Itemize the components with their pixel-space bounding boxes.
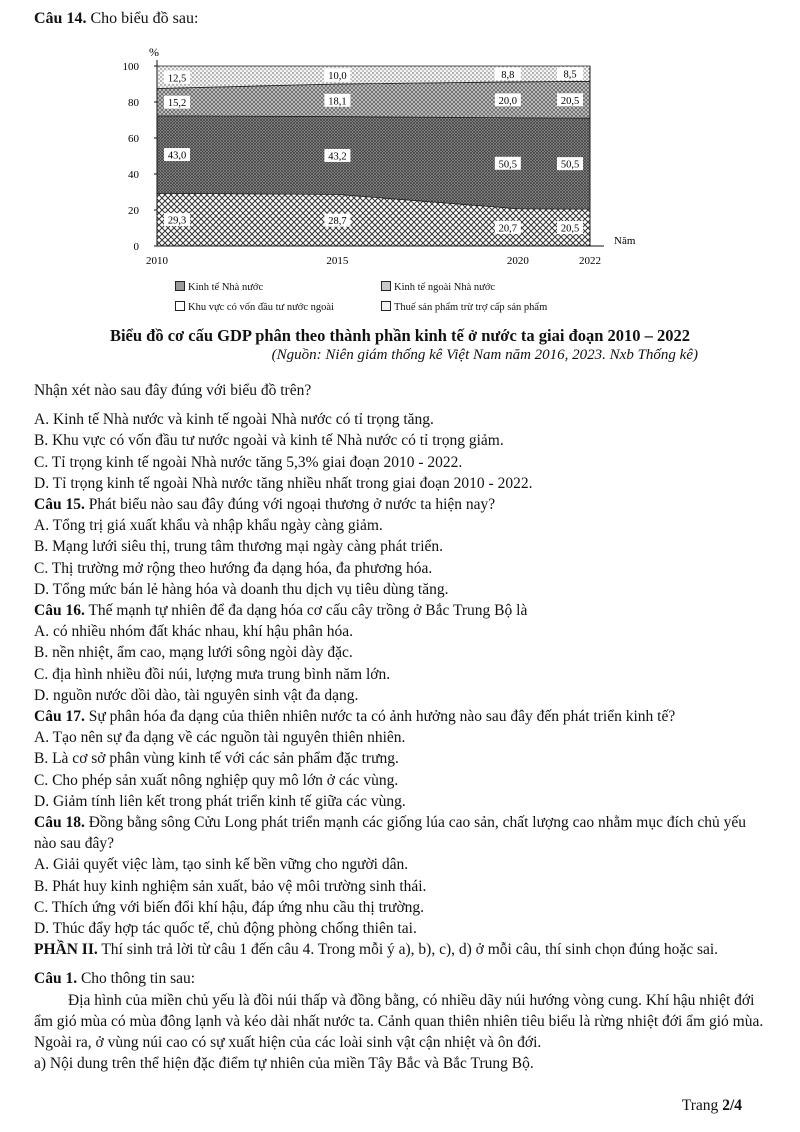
legend-item-fdi: Khu vực có vốn đầu tư nước ngoài (175, 301, 334, 313)
data-label: 8,5 (563, 69, 577, 81)
chart-title: Biểu đồ cơ cấu GDP phân theo thành phần kinh tế ở nước ta giai đoạn 2010 – 2022 (109, 326, 691, 345)
option-d: D. Giảm tính liên kết trong phát triển kinh tế giữa các vùng. (34, 792, 406, 810)
option-c: C. Thích ứng với biến đổi khí hậu, đáp ứng nhu cầu thị trường. (34, 898, 425, 916)
option-c: C. Tỉ trọng kinh tế ngoài Nhà nước tăng 5,3% giai đoạn 2010 - 2022. (34, 453, 463, 471)
data-label: 20,5 (560, 95, 580, 107)
data-label: 20,5 (560, 223, 580, 235)
data-label: 10,0 (328, 71, 347, 82)
legend-item-product-tax: Thuế sản phẩm trừ trợ cấp sản phẩm (381, 301, 547, 313)
data-label: 50,5 (498, 159, 518, 171)
option-b: B. Phát huy kinh nghiệm sản xuất, bảo vệ môi trường sinh thái. (34, 877, 427, 895)
question-14-options (34, 380, 766, 1075)
gdp-structure-chart (0, 0, 800, 300)
option-a: A. Giải quyết việc làm, tạo sinh kế bền vững cho người dân. (34, 856, 409, 874)
y-tick-label: 80 (128, 97, 139, 109)
data-label: 43,0 (167, 150, 187, 162)
option-b: B. Mạng lưới siêu thị, trung tâm thương mại ngày càng phát triển. (34, 538, 444, 556)
legend-swatch (381, 281, 391, 291)
option-c: C. Cho phép sản xuất nông nghiệp quy mô lớn ở các vùng. (34, 771, 399, 789)
option-c: C. địa hình nhiều đồi núi, lượng mưa trung bình năm lớn. (34, 665, 391, 683)
data-label: 50,5 (560, 159, 580, 171)
data-label: 20,0 (498, 95, 518, 107)
data-label: 8,8 (501, 69, 515, 81)
option-d: D. Thúc đẩy hợp tác quốc tế, chủ động phòng chống thiên tai. (34, 920, 417, 938)
x-unit-label: Năm (614, 235, 636, 247)
option-d: D. nguồn nước dồi dào, tài nguyên sinh vật đa dạng. (34, 686, 359, 704)
option-a: A. có nhiều nhóm đất khác nhau, khí hậu phân hóa. (34, 623, 353, 641)
x-tick-label: 2020 (506, 255, 529, 267)
part-2-question-1: Câu 1. Cho thông tin sau: (34, 970, 196, 988)
legend-item-non-state-economy: Kinh tế ngoài Nhà nước (381, 281, 495, 293)
option-b: B. Là cơ sở phân vùng kinh tế với các sản phẩm đặc trưng. (34, 750, 399, 768)
y-unit-label: % (149, 45, 159, 59)
data-label: 28,7 (328, 216, 347, 228)
option-d: D. Tỉ trọng kinh tế ngoài Nhà nước tăng nhiều nhất trong giai đoạn 2010 - 2022. (34, 474, 533, 492)
part-2-instructions: PHẦN II. Thí sinh trả lời từ câu 1 đến câu 4. Trong mỗi ý a), b), c), d) ở mỗi câu, thí sinh chọn đúng hoặc sai. (34, 941, 719, 959)
option-a: A. Tạo nên sự đa dạng về các nguồn tài nguyên thiên nhiên. (34, 729, 406, 747)
legend-swatch (381, 301, 391, 311)
x-tick-label: 2022 (579, 255, 601, 267)
y-tick-label: 20 (128, 205, 139, 217)
question-16: Câu 16. Thế mạnh tự nhiên để đa dạng hóa cơ cấu cây trồng ở Bắc Trung Bộ là (34, 602, 528, 620)
data-label: 20,7 (498, 223, 518, 235)
passage: Địa hình của miền chủ yếu là đồi núi thấp và đồng bằng, có nhiều dãy núi hướng vòng cung. Khí hậu nhiệt đới ẩm gió mùa có mùa đông lạnh và kéo dài nhất nước ta. Cảnh quan thiên nhiên tiêu biểu là rừng nhiệt đới ẩm gió mùa. Ngoài ra, ở vùng núi cao có sự xuất hiện của các loài sinh vật cận nhiệt và ôn đới. (34, 991, 764, 1052)
question-18: Câu 18. Đồng bằng sông Cửu Long phát triển mạnh các giống lúa cao sản, chất lượng cao nhằm mục đích chủ yếu nào sau đây? (34, 814, 747, 853)
question-prompt: Nhận xét nào sau đây đúng với biểu đồ trên? (34, 382, 312, 399)
x-tick-label: 2015 (326, 255, 349, 267)
option-d: D. Tổng mức bán lẻ hàng hóa và doanh thu dịch vụ tiêu dùng tăng. (34, 580, 449, 598)
legend-swatch (175, 301, 185, 311)
data-label: 43,2 (328, 151, 347, 163)
y-tick-label: 100 (122, 61, 139, 73)
item-a: a) Nội dung trên thể hiện đặc điểm tự nhiên của miền Tây Bắc và Bắc Trung Bộ. (34, 1055, 534, 1073)
option-b: B. nền nhiệt, ẩm cao, mạng lưới sông ngòi dày đặc. (34, 644, 353, 662)
x-tick-label: 2010 (146, 255, 168, 267)
chart-area-layers (157, 66, 590, 246)
question-15: Câu 15. Phát biểu nào sau đây đúng với ngoại thương ở nước ta hiện nay? (34, 496, 496, 514)
y-tick-label: 0 (133, 241, 139, 253)
data-label: 12,5 (167, 73, 187, 85)
y-tick-label: 40 (128, 169, 139, 181)
option-c: C. Thị trường mở rộng theo hướng đa dạng hóa, đa phương hóa. (34, 559, 433, 577)
question-17: Câu 17. Sự phân hóa đa dạng của thiên nhiên nước ta có ảnh hưởng nào sau đây đến phát triển kinh tế? (34, 708, 676, 726)
page-number: Trang 2/4 (681, 1097, 742, 1114)
option-a: A. Kinh tế Nhà nước và kinh tế ngoài Nhà nước có tỉ trọng tăng. (34, 411, 434, 429)
question-text: Cho biểu đồ sau: (90, 10, 199, 27)
data-label: 29,3 (167, 215, 187, 227)
data-label: 15,2 (167, 98, 187, 110)
option-b: B. Khu vực có vốn đầu tư nước ngoài và kinh tế Nhà nước có tỉ trọng giảm. (34, 432, 504, 450)
data-label: 18,1 (328, 96, 347, 108)
y-tick-label: 60 (128, 133, 139, 145)
question-number: Câu 14. (34, 10, 87, 27)
option-a: A. Tổng trị giá xuất khẩu và nhập khẩu ngày càng giảm. (34, 517, 383, 535)
legend-item-state-economy: Kinh tế Nhà nước (175, 281, 263, 293)
chart-source: (Nguồn: Niên giám thống kê Việt Nam năm 2016, 2023. Nxb Thống kê) (271, 347, 698, 363)
legend-swatch (175, 281, 185, 291)
